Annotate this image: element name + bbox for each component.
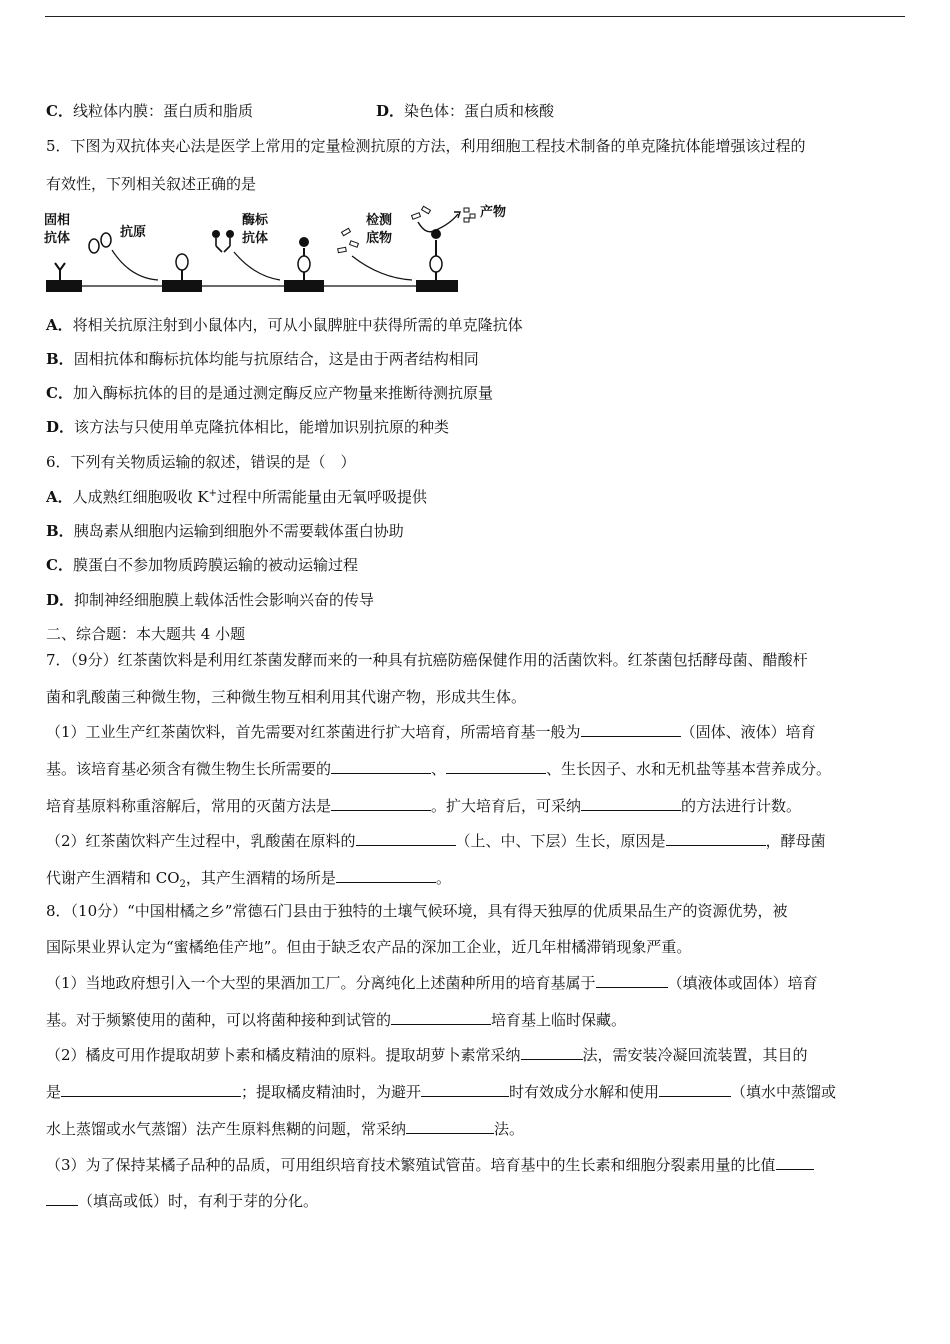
option-text: 膜蛋白不参加物质跨膜运输的被动运输过程 — [72, 556, 358, 574]
text: （固体、液体）培育 — [680, 723, 816, 741]
subscript: 2 — [179, 879, 186, 890]
text: （1）当地政府想引入一个大型的果酒加工厂。分离纯化上述菌种所用的培育基属于 — [46, 974, 596, 992]
text: 培育基原料称重溶解后，常用的灭菌方法是 — [46, 797, 332, 815]
answer-blank[interactable] — [581, 794, 681, 811]
text: 、生长因子、水和无机盐等基本营养成分。 — [546, 760, 832, 778]
enzyme-label-icon — [299, 237, 309, 247]
answer-blank[interactable] — [596, 971, 668, 988]
section-heading: 二、综合题：本大题共 4 小题 — [46, 625, 246, 643]
solid-phase-plate-3 — [284, 280, 324, 292]
superscript-plus: + — [208, 488, 218, 499]
option-label: D． — [46, 591, 75, 609]
option-label: D． — [376, 102, 405, 120]
text: ；提取橘皮精油时，为避开 — [241, 1083, 422, 1101]
text: 时有效成分水解和使用 — [509, 1083, 660, 1101]
answer-blank[interactable] — [581, 720, 681, 737]
answer-blank[interactable] — [521, 1043, 583, 1060]
q6-stem: 6．下列有关物质运输的叙述，错误的是（ ） — [46, 453, 356, 471]
option-label: B． — [46, 522, 74, 540]
option-label: C． — [46, 384, 73, 402]
option-text: 固相抗体和酶标抗体均能与抗原结合，这是由于两者结构相同 — [73, 350, 479, 368]
option-text: 加入酶标抗体的目的是通过测定酶反应产物量来推断待测抗原量 — [72, 384, 493, 402]
q8-line9 — [46, 1189, 318, 1211]
text: （2）红茶菌饮料产生过程中，乳酸菌在原料的 — [46, 832, 356, 850]
antigen-icon — [101, 233, 111, 247]
answer-blank[interactable] — [336, 866, 436, 883]
answer-blank[interactable] — [46, 1189, 78, 1206]
option-text: 线粒体内膜：蛋白质和脂质 — [72, 102, 253, 120]
option-label: B． — [46, 350, 74, 368]
option-text: 胰岛素从细胞内运输到细胞外不需要载体蛋白协助 — [73, 522, 404, 540]
text: （3）为了保持某橘子品种的品质，可用组织培育技术繁殖试管苗。培育基中的生长素和细胞分裂素用量的比值 — [46, 1156, 776, 1174]
q7-line2: 菌和乳酸菌三种微生物，三种微生物互相利用其代谢产物，形成共生体。 — [46, 688, 527, 706]
text: （填高或低）时，有利于芽的分化。 — [78, 1192, 319, 1210]
solid-phase-plate-2 — [162, 280, 202, 292]
text: 基。对于频繁使用的菌种，可以将菌种接种到试管的 — [46, 1011, 392, 1029]
text: 。 — [435, 869, 451, 887]
sandwich-elisa-figure — [40, 200, 520, 300]
answer-blank[interactable] — [61, 1080, 241, 1097]
q8-line5 — [46, 1043, 808, 1065]
text: （1）工业生产红茶菌饮料，首先需要对红茶菌进行扩大培育，所需培育基一般为 — [46, 723, 581, 741]
text: ，酵母菌 — [765, 832, 826, 850]
q6-option-c — [46, 555, 358, 575]
q7-line1: 7．（9分）红茶菌饮料是利用红茶菌发酵而来的一种具有抗癌防癌保健作用的活菌饮料。红茶菌包括酵母菌、醋酸杆 — [46, 651, 808, 669]
q6-option-a — [46, 487, 427, 507]
text: ，其产生酒精的场所是 — [185, 869, 336, 887]
q4-option-c — [46, 101, 253, 121]
text: 培育基上临时保藏。 — [491, 1011, 627, 1029]
q5-stem-line1: 5．下图为双抗体夹心法是医学上常用的定量检测抗原的方法，利用细胞工程技术制备的单克隆抗体能增强该过程的 — [46, 137, 806, 155]
answer-blank[interactable] — [666, 829, 766, 846]
bound-antigen-icon — [176, 254, 188, 270]
text: （填液体或固体）培育 — [667, 974, 818, 992]
text: 。扩大培育后，可采纳 — [431, 797, 582, 815]
answer-blank[interactable] — [446, 757, 546, 774]
q8-line6 — [46, 1080, 836, 1102]
label-enzyme-antibody-1: 酶标 — [242, 213, 269, 228]
text: 是 — [46, 1083, 62, 1101]
solid-antibody-y-icon — [55, 263, 65, 280]
q8-line7 — [46, 1117, 524, 1139]
option-text-post: 过程中所需能量由无氧呼吸提供 — [217, 488, 428, 506]
label-antigen: 抗原 — [120, 225, 147, 240]
text: 、 — [431, 760, 447, 778]
answer-blank[interactable] — [659, 1080, 731, 1097]
option-text: 染色体：蛋白质和核酸 — [404, 102, 555, 120]
option-text: 将相关抗原注射到小鼠体内，可从小鼠脾脏中获得所需的单克隆抗体 — [72, 316, 523, 334]
label-solid-antibody-2: 抗体 — [44, 231, 71, 246]
label-enzyme-antibody-2: 抗体 — [242, 231, 269, 246]
option-label: C． — [46, 556, 73, 574]
text: 法，需安装冷凝回流装置，其目的 — [582, 1046, 808, 1064]
label-product: 产物 — [480, 205, 507, 220]
answer-blank[interactable] — [356, 829, 456, 846]
label-solid-antibody-1: 固相 — [44, 213, 71, 228]
q5-option-a — [46, 315, 523, 335]
option-label: D． — [46, 418, 75, 436]
text: 水上蒸馏或水气蒸馏）法产生原料焦糊的问题，常采纳 — [46, 1120, 407, 1138]
text: 代谢产生酒精和 CO — [46, 869, 180, 887]
q7-line4 — [46, 757, 831, 779]
q5-option-b — [46, 349, 479, 369]
answer-blank[interactable] — [391, 1008, 491, 1025]
q7-line7 — [46, 866, 451, 888]
option-text: 该方法与只使用单克隆抗体相比，能增加识别抗原的种类 — [74, 418, 450, 436]
text: （填水中蒸馏或 — [731, 1083, 837, 1101]
q4-option-d — [376, 101, 554, 121]
q8-line2: 国际果业界认定为“蜜橘绝佳产地”。但由于缺乏农产品的深加工企业，近几年柑橘滞销现象严重。 — [46, 938, 692, 956]
q8-line4 — [46, 1008, 626, 1030]
q8-line3 — [46, 971, 818, 993]
q5-option-c — [46, 383, 493, 403]
option-label: C． — [46, 102, 73, 120]
q5-stem-line2: 有效性，下列相关叙述正确的是 — [46, 175, 257, 193]
label-substrate-1: 检测 — [366, 213, 393, 228]
answer-blank[interactable] — [406, 1117, 494, 1134]
answer-blank[interactable] — [421, 1080, 509, 1097]
solid-phase-plate-4 — [416, 280, 458, 292]
solid-phase-plate-1 — [46, 280, 82, 292]
text: （上、中、下层）生长，原因是 — [455, 832, 666, 850]
q7-line3 — [46, 720, 816, 742]
q8-line8 — [46, 1153, 814, 1175]
option-label: A． — [46, 488, 73, 506]
text: （2）橘皮可用作提取胡萝卜素和橘皮精油的原料。提取胡萝卜素常采纳 — [46, 1046, 521, 1064]
option-label: A． — [46, 316, 73, 334]
text: 法。 — [494, 1120, 525, 1138]
text: 的方法进行计数。 — [681, 797, 802, 815]
q5-option-d — [46, 417, 449, 437]
antigen-icon — [89, 239, 99, 253]
answer-blank[interactable] — [331, 757, 431, 774]
header-rule — [45, 16, 905, 17]
text: 基。该培育基必须含有微生物生长所需要的 — [46, 760, 332, 778]
option-text: 抑制神经细胞膜上载体活性会影响兴奋的传导 — [74, 591, 375, 609]
label-substrate-2: 底物 — [366, 231, 393, 246]
q7-line6 — [46, 829, 826, 851]
q6-option-b — [46, 521, 404, 541]
option-text-pre: 人成熟红细胞吸收 K — [72, 488, 209, 506]
q8-line1: 8．（10分）“中国柑橘之乡”常德石门县由于独特的土壤气候环境，具有得天独厚的优质果品生产的资源优势，被 — [46, 902, 788, 920]
answer-blank[interactable] — [331, 794, 431, 811]
q7-line5 — [46, 794, 801, 816]
answer-blank[interactable] — [776, 1153, 814, 1170]
q6-option-d — [46, 590, 374, 610]
